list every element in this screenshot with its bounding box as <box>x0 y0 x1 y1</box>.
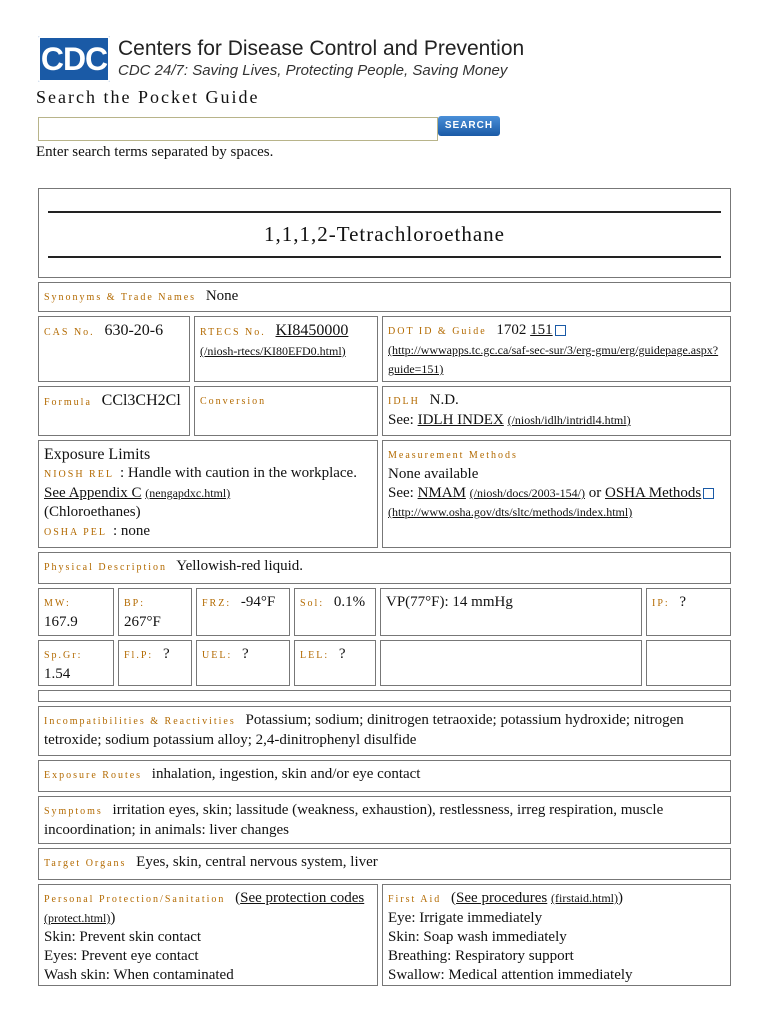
conversion-label: Conversion <box>200 396 267 407</box>
protection-codes-url[interactable]: (protect.html) <box>44 911 111 925</box>
formula-value: CCl3CH2Cl <box>101 392 181 409</box>
idlh-see: See: <box>388 412 414 428</box>
symptoms-value: irritation eyes, skin; lassitude (weakness, exhaustion), restlessness, irreg respiration, muscle incoordination; in animals: liver changes <box>44 802 664 838</box>
ppe-eyes: Eyes: Prevent eye contact <box>44 948 199 964</box>
or-text: or <box>588 485 602 501</box>
org-tagline: CDC 24/7: Saving Lives, Protecting People, Saving Money <box>118 62 508 79</box>
idlh-label: IDLH <box>388 396 420 407</box>
niosh-rel-label: NIOSH REL <box>44 469 114 480</box>
routes-label: Exposure Routes <box>44 770 143 781</box>
search-input[interactable] <box>38 117 438 141</box>
external-link-icon <box>555 325 566 336</box>
bp-cell <box>118 588 192 636</box>
external-link-icon <box>703 488 714 499</box>
idlh-value: N.D. <box>429 392 459 408</box>
search-hint: Enter search terms separated by spaces. <box>36 144 274 160</box>
target-value: Eyes, skin, central nervous system, liver <box>136 854 378 870</box>
physdesc-label: Physical Description <box>44 562 168 573</box>
empty-cell <box>646 640 731 686</box>
target-label: Target Organs <box>44 858 127 869</box>
sol-cell <box>294 588 376 636</box>
uel-label: UEL: <box>202 650 233 661</box>
org-name[interactable]: Centers for Disease Control and Prevention <box>118 37 525 60</box>
uel-cell <box>196 640 290 686</box>
lel-cell <box>294 640 376 686</box>
physdesc-value: Yellowish-red liquid. <box>176 558 304 574</box>
flp-label: Fl.P: <box>124 650 154 661</box>
osha-pel-value: : none <box>112 523 151 539</box>
lel-label: LEL: <box>300 650 330 661</box>
spgr-label: Sp.Gr: <box>44 650 83 661</box>
incompat-label: Incompatibilities & Reactivities <box>44 716 236 727</box>
formula-cell <box>38 386 190 436</box>
lel-value: ? <box>338 646 346 662</box>
spgr-value: 1.54 <box>44 666 71 682</box>
vp-cell <box>380 588 642 636</box>
dot-guide-link[interactable]: 151 <box>530 322 553 338</box>
first-aid-breathing: Breathing: Respiratory support <box>388 948 574 964</box>
incompatibilities-row <box>38 706 731 756</box>
bp-value: 267°F <box>124 614 161 630</box>
first-aid-skin: Skin: Soap wash immediately <box>388 929 567 945</box>
ip-cell <box>646 588 731 636</box>
nmam-url[interactable]: (/niosh/docs/2003-154/) <box>469 486 585 500</box>
dot-url[interactable]: (http://wwwapps.tc.gc.ca/saf-sec-sur/3/erg-gmu/erg/guidepage.aspx?guide=151) <box>388 343 719 376</box>
first-aid-procedures-link[interactable]: See procedures <box>456 890 548 906</box>
chloroethanes-text: (Chloroethanes) <box>44 504 141 520</box>
first-aid-eye: Eye: Irrigate immediately <box>388 910 543 926</box>
ppe-open: ( <box>235 890 241 906</box>
routes-value: inhalation, ingestion, skin and/or eye contact <box>151 766 421 782</box>
site-header <box>38 36 524 82</box>
measurement-label: Measurement Methods <box>388 450 518 461</box>
ppe-wash: Wash skin: When contaminated <box>44 967 234 983</box>
osha-pel-label: OSHA PEL <box>44 527 107 538</box>
firstaid-open: ( <box>451 890 457 906</box>
mw-label: MW: <box>44 598 71 609</box>
ip-value: ? <box>679 594 687 610</box>
formula-label: Formula <box>44 397 92 408</box>
firstaid-label: First Aid <box>388 894 442 905</box>
first-aid-cell <box>382 884 731 986</box>
rtecs-label: RTECS No. <box>200 327 266 338</box>
symptoms-row <box>38 796 731 844</box>
appendix-c-link[interactable]: See Appendix C <box>44 485 142 501</box>
mw-value: 167.9 <box>44 614 78 630</box>
dot-cell <box>382 316 731 382</box>
flp-value: ? <box>162 646 170 662</box>
search-button[interactable]: SEARCH <box>438 116 500 136</box>
target-organs-row <box>38 848 731 880</box>
dot-label: DOT ID & Guide <box>388 326 487 337</box>
appendix-c-url[interactable]: (nengapdxc.html) <box>145 486 231 500</box>
flp-cell <box>118 640 192 686</box>
empty-cell <box>380 640 642 686</box>
exposure-limits-cell <box>38 440 378 548</box>
nmam-link[interactable]: NMAM <box>417 485 466 501</box>
ppe-skin: Skin: Prevent skin contact <box>44 929 202 945</box>
measurement-see: See: <box>388 485 414 501</box>
conversion-cell <box>194 386 378 436</box>
cdc-logo[interactable]: CDC <box>38 36 110 82</box>
niosh-rel-value: : Handle with caution in the workplace. <box>119 465 357 481</box>
measurement-methods-cell <box>382 440 731 548</box>
synonyms-value: None <box>205 288 239 304</box>
spacer-row <box>38 690 731 702</box>
symptoms-label: Symptoms <box>44 806 103 817</box>
personal-protection-cell <box>38 884 378 986</box>
cas-label: CAS No. <box>44 327 95 338</box>
title-bottom-rule <box>48 256 721 258</box>
physical-description-row <box>38 552 731 584</box>
rtecs-link[interactable]: KI8450000 <box>275 322 349 339</box>
cas-value: 630-20-6 <box>104 322 164 339</box>
uel-value: ? <box>241 646 249 662</box>
first-aid-swallow: Swallow: Medical attention immediately <box>388 967 633 983</box>
osha-methods-link[interactable]: OSHA Methods <box>605 485 702 501</box>
dot-id: 1702 <box>496 322 527 338</box>
vp-value: VP(77°F): 14 mmHg <box>386 594 513 610</box>
frz-cell <box>196 588 290 636</box>
ppe-close: ) <box>110 910 116 926</box>
synonyms-row <box>38 282 731 312</box>
frz-label: FRZ: <box>202 598 232 609</box>
ppe-label: Personal Protection/Sanitation <box>44 894 226 905</box>
search-title: Search the Pocket Guide <box>36 87 260 107</box>
chemical-title-box <box>38 188 731 278</box>
incompat-value: Potassium; sodium; dinitrogen tetraoxide; potassium hydroxide; nitrogen tetroxide; sodium potassium alloy; 2,4-dinitrophenyl disulfide <box>44 712 684 748</box>
synonyms-label: Synonyms & Trade Names <box>44 292 197 303</box>
spgr-cell <box>38 640 114 686</box>
protection-codes-link[interactable]: See protection codes <box>240 890 365 906</box>
sol-label: Sol: <box>300 598 325 609</box>
sol-value: 0.1% <box>333 594 366 610</box>
osha-methods-url[interactable]: (http://www.osha.gov/dts/sltc/methods/index.html) <box>388 505 633 519</box>
rtecs-cell <box>194 316 378 382</box>
measurement-none: None available <box>388 466 479 482</box>
chemical-name: 1,1,1,2-Tetrachloroethane <box>263 222 506 246</box>
cas-cell <box>38 316 190 382</box>
bp-label: BP: <box>124 598 146 609</box>
idlh-index-link[interactable]: IDLH INDEX <box>417 412 504 428</box>
frz-value: -94°F <box>240 594 276 610</box>
rtecs-url[interactable]: (/niosh-rtecs/KI80EFD0.html) <box>200 344 346 358</box>
idlh-cell <box>382 386 731 436</box>
firstaid-close: ) <box>618 890 623 906</box>
exposure-routes-row <box>38 760 731 792</box>
first-aid-url[interactable]: (firstaid.html) <box>551 891 618 905</box>
idlh-url[interactable]: (/niosh/idlh/intridl4.html) <box>507 413 631 427</box>
exposure-limits-title: Exposure Limits <box>44 446 151 463</box>
ip-label: IP: <box>652 598 670 609</box>
mw-cell <box>38 588 114 636</box>
